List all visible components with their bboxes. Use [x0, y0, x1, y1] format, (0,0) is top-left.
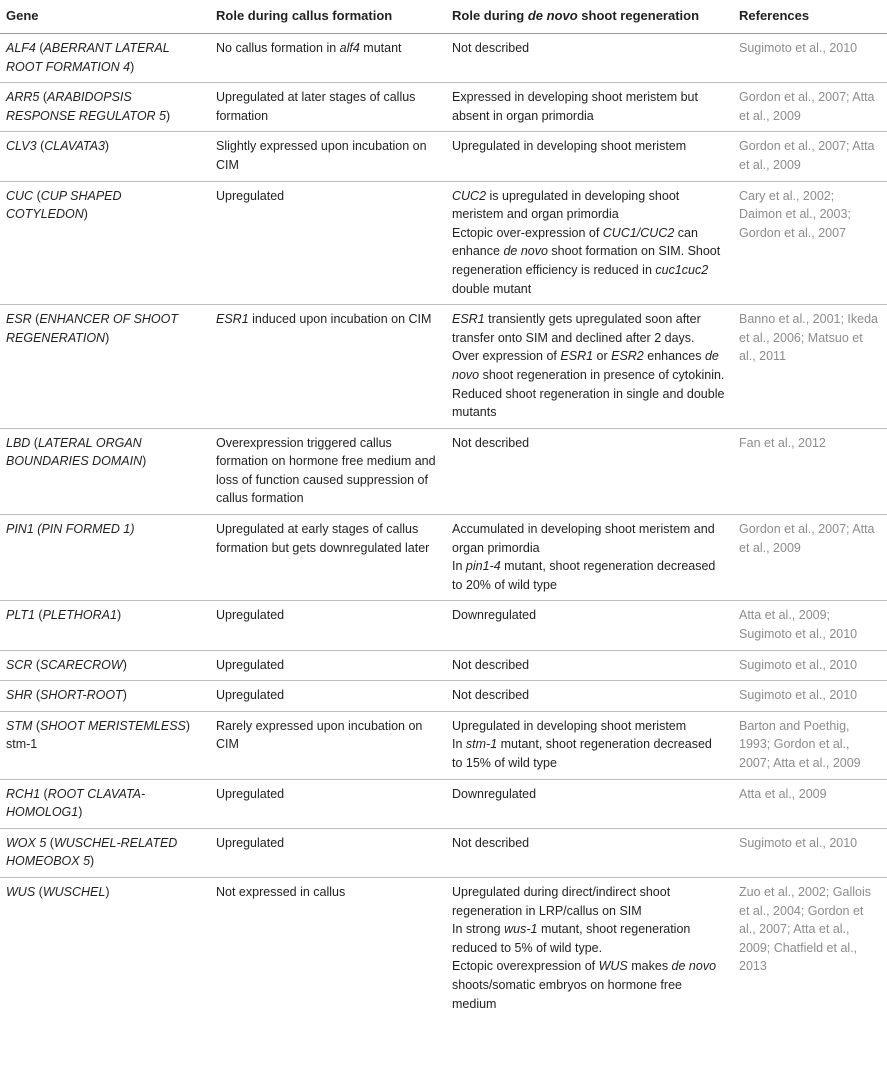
shoot-role-paragraph	[452, 224, 725, 298]
gene-cell	[0, 305, 210, 429]
callus-role-run: Rarely expressed upon incubation on CIM	[216, 718, 423, 752]
gene-cell	[0, 181, 210, 305]
callus-role-run: Upregulated	[216, 608, 285, 623]
gene-run: ROOT CLAVATA-HOMOLOG1	[6, 786, 146, 820]
gene-cell	[0, 779, 210, 828]
gene-run: CLV3	[6, 139, 37, 154]
gene-run: WUS	[6, 884, 36, 899]
shoot-role-run: Upregulated during direct/indirect shoot regeneration in LRP/callus on SIM	[452, 884, 671, 918]
gene-run: ENHANCER OF SHOOT REGENERATION	[6, 312, 179, 345]
gene-run: SHR	[6, 688, 33, 703]
shoot-role-run: de novo	[671, 959, 717, 974]
table-row	[0, 828, 887, 877]
header-shoot-role	[446, 0, 733, 34]
shoot-role-paragraph	[452, 434, 725, 453]
references-cell: Sugimoto et al., 2010	[733, 650, 887, 681]
shoot-role-paragraph	[452, 137, 725, 156]
shoot-role-run: WUS	[598, 959, 628, 974]
gene-run: )	[104, 139, 110, 154]
references-cell: Cary et al., 2002; Daimon et al., 2003; Gordon et al., 2007	[733, 181, 887, 305]
gene-run: )	[78, 805, 83, 820]
references-cell: Zuo et al., 2002; Gallois et al., 2004; Gordon et al., 2007; Atta et al., 2009; Chatfield et al., 2013	[739, 884, 872, 974]
references-cell: Sugimoto et al., 2010	[733, 681, 887, 712]
gene-run: (	[39, 90, 47, 105]
gene-run: PLETHORA1	[42, 608, 117, 623]
callus-role-cell	[210, 711, 446, 779]
table-body	[0, 34, 887, 1020]
callus-role-run: Upregulated	[216, 835, 285, 850]
callus-role-run: No callus formation in	[216, 41, 340, 55]
gene-run: )	[166, 108, 171, 123]
shoot-role-cell	[446, 601, 733, 650]
callus-role-paragraph	[216, 785, 438, 804]
shoot-role-run: In	[452, 737, 466, 752]
table-row	[0, 779, 887, 828]
references-cell: Sugimoto et al., 2010	[733, 828, 887, 877]
gene-run: )	[116, 608, 122, 623]
table-row	[0, 181, 887, 305]
gene-run: ABERRANT LATERAL ROOT FORMATION 4	[6, 41, 170, 74]
shoot-role-run: pin1-4	[465, 559, 501, 574]
shoot-role-cell	[446, 650, 733, 681]
gene-cell	[0, 83, 210, 132]
table-row	[0, 877, 887, 1019]
table-row	[0, 601, 887, 650]
table-row	[0, 305, 887, 429]
gene-cell	[0, 515, 210, 601]
gene-run: )	[90, 854, 95, 869]
shoot-role-paragraph	[452, 834, 725, 853]
gene-cell	[0, 428, 210, 514]
references-cell: Gordon et al., 2007; Atta et al., 2009	[733, 83, 887, 132]
shoot-role-cell	[446, 828, 733, 877]
gene-run: SHORT-ROOT	[40, 688, 123, 703]
gene-run: PLT1	[6, 608, 35, 623]
table-row	[0, 132, 887, 181]
gene-run: (	[32, 718, 41, 733]
gene-run: )	[105, 884, 110, 899]
references-cell: Banno et al., 2001; Ikeda et al., 2006; Matsuo et al., 2011	[733, 305, 887, 429]
gene-run: CUC	[6, 188, 34, 203]
callus-role-run: Upregulated	[216, 786, 285, 801]
shoot-role-cell	[446, 181, 733, 305]
callus-role-cell	[210, 83, 446, 132]
shoot-role-paragraph	[452, 883, 725, 920]
gene-run: (	[30, 435, 38, 450]
callus-role-paragraph	[216, 834, 438, 853]
shoot-role-paragraph	[452, 735, 725, 772]
callus-role-run: Upregulated at later stages of callus formation	[216, 90, 416, 123]
shoot-role-run: Upregulated in developing shoot meristem	[452, 718, 687, 733]
shoot-role-paragraph	[452, 88, 725, 125]
shoot-role-run: Not described	[452, 41, 530, 55]
gene-run: RCH1	[6, 786, 41, 801]
gene-run: (	[36, 139, 45, 154]
gene-run: (	[34, 608, 43, 623]
gene-run: SHOOT MERISTEMLESS	[40, 718, 186, 733]
table-row	[0, 650, 887, 681]
gene-run: WUSCHEL	[42, 884, 106, 899]
callus-role-run: Not expressed in callus	[216, 884, 346, 899]
gene-run: STM	[6, 718, 33, 733]
shoot-role-paragraph	[452, 920, 725, 957]
callus-role-cell	[210, 181, 446, 305]
table-row	[0, 34, 887, 83]
gene-run: )	[130, 59, 135, 74]
header-callus-role: Role during callus formation	[210, 0, 446, 34]
gene-run: (	[32, 657, 41, 672]
callus-role-run: Upregulated	[216, 688, 285, 703]
shoot-role-run: de novo	[452, 349, 719, 382]
callus-role-paragraph	[216, 520, 438, 557]
callus-role-run: Upregulated	[216, 657, 285, 672]
callus-role-cell	[210, 681, 446, 712]
header-references: References	[733, 0, 887, 34]
gene-cell	[0, 681, 210, 712]
shoot-role-run: double mutant	[452, 281, 532, 296]
callus-role-paragraph	[216, 310, 438, 329]
callus-role-cell	[210, 132, 446, 181]
shoot-role-run: Not described	[452, 835, 530, 850]
gene-run: (	[32, 688, 41, 703]
gene-run: ALF4	[6, 41, 36, 55]
shoot-role-cell	[446, 877, 733, 1019]
shoot-role-run: In	[452, 559, 466, 574]
shoot-role-run: stm-1	[465, 737, 498, 752]
callus-role-paragraph	[216, 883, 438, 902]
callus-role-run: Slightly expressed upon incubation on CIM	[216, 139, 427, 172]
shoot-role-paragraph	[452, 606, 725, 625]
shoot-role-run: In strong	[452, 922, 505, 937]
callus-role-paragraph	[216, 88, 438, 125]
gene-run: (	[35, 884, 43, 899]
gene-run: (	[33, 188, 41, 203]
header-shoot-role-text: Role during de novo shoot regeneration	[452, 8, 700, 23]
table-row	[0, 681, 887, 712]
shoot-role-run: Upregulated in developing shoot meristem	[452, 139, 687, 154]
gene-run: WUSCHEL-RELATED HOMEOBOX 5	[6, 835, 178, 869]
shoot-role-run: makes	[627, 959, 672, 974]
header-row	[0, 0, 887, 34]
callus-role-cell	[210, 428, 446, 514]
gene-cell	[0, 132, 210, 181]
gene-run: SCARECROW	[40, 657, 123, 672]
shoot-role-run: transiently gets upregulated soon after transfer onto SIM and declined after 2 days. Over expression of	[452, 312, 701, 364]
shoot-role-run: shoot formation on SIM. Shoot regeneration efficiency is reduced in	[452, 244, 721, 277]
shoot-role-cell	[446, 779, 733, 828]
callus-role-run: ESR1	[216, 312, 249, 327]
shoot-role-run: de novo	[503, 244, 548, 259]
callus-role-run: induced upon incubation on CIM	[248, 312, 432, 327]
callus-role-run: Overexpression triggered callus formation on hormone free medium and loss of function caused suppression of callus formation	[216, 435, 436, 506]
gene-run: LATERAL ORGAN BOUNDARIES DOMAIN	[6, 435, 143, 469]
callus-role-cell	[210, 305, 446, 429]
gene-cell	[0, 711, 210, 779]
references-cell: Sugimoto et al., 2010	[733, 34, 887, 83]
shoot-role-run: is upregulated in developing shoot meristem and organ primordia	[452, 188, 680, 222]
table-row	[0, 515, 887, 601]
gene-run: (	[35, 41, 44, 55]
shoot-role-paragraph	[452, 686, 725, 705]
callus-role-run: alf4	[339, 41, 360, 55]
shoot-role-paragraph	[452, 39, 725, 58]
callus-role-paragraph	[216, 137, 438, 174]
callus-role-paragraph	[216, 656, 438, 675]
shoot-role-run: or	[593, 349, 612, 364]
gene-run: )	[105, 330, 110, 345]
gene-run: )	[122, 688, 127, 703]
shoot-role-run: shoots/somatic embryos on hormone free medium	[452, 977, 682, 1011]
references-cell: Fan et al., 2012	[733, 428, 887, 514]
shoot-role-run: ESR2	[611, 349, 644, 364]
shoot-role-run: CUC2	[452, 188, 487, 203]
gene-cell	[0, 34, 210, 83]
shoot-role-paragraph	[452, 656, 725, 675]
table-row	[0, 428, 887, 514]
shoot-role-run: wus-1	[504, 922, 538, 937]
callus-role-cell	[210, 828, 446, 877]
shoot-role-cell	[446, 428, 733, 514]
gene-run: PIN1	[6, 522, 34, 537]
shoot-role-cell	[446, 681, 733, 712]
shoot-role-run: Ectopic overexpression of	[452, 959, 599, 974]
shoot-role-paragraph	[452, 957, 725, 1013]
gene-run: (	[46, 835, 54, 850]
shoot-role-run: Not described	[452, 435, 530, 450]
gene-run: )	[122, 657, 127, 672]
shoot-role-run: ESR1	[560, 349, 594, 364]
shoot-role-run: can enhance	[452, 225, 698, 259]
gene-run: ARABIDOPSIS RESPONSE REGULATOR 5	[6, 90, 166, 123]
references-cell: Barton and Poethig, 1993; Gordon et al., 2007; Atta et al., 2009	[733, 711, 887, 779]
shoot-role-paragraph	[452, 557, 725, 594]
shoot-role-cell	[446, 132, 733, 181]
shoot-role-run: mutant, shoot regeneration decreased to 20% of wild type	[452, 559, 716, 592]
references-cell: Gordon et al., 2007; Atta et al., 2009	[733, 515, 887, 601]
shoot-role-run: mutant, shoot regeneration decreased to 15% of wild type	[452, 737, 712, 770]
references-cell: Atta et al., 2009	[733, 779, 887, 828]
callus-role-paragraph	[216, 686, 438, 705]
callus-role-cell	[210, 779, 446, 828]
table-row	[0, 83, 887, 132]
shoot-role-cell	[446, 34, 733, 83]
shoot-role-cell	[446, 305, 733, 429]
gene-run: (	[31, 312, 40, 327]
header-gene: Gene	[0, 0, 210, 34]
shoot-role-run: cuc1cuc2	[655, 262, 709, 277]
callus-role-cell	[210, 34, 446, 83]
gene-run: ARR5	[6, 90, 40, 105]
gene-run: ) stm-1	[6, 718, 191, 752]
gene-run: CLAVATA3	[44, 139, 105, 154]
gene-run: LBD	[6, 435, 31, 450]
gene-run: )	[83, 207, 88, 222]
gene-run: ESR	[6, 312, 32, 327]
callus-role-cell	[210, 515, 446, 601]
shoot-role-run: Downregulated	[452, 608, 537, 623]
gene-run: WOX 5	[6, 835, 47, 850]
callus-role-cell	[210, 601, 446, 650]
callus-role-run: mutant	[359, 41, 402, 55]
callus-role-paragraph	[216, 39, 438, 58]
references-cell: Atta et al., 2009; Sugimoto et al., 2010	[733, 601, 887, 650]
gene-run: (	[40, 786, 48, 801]
shoot-role-paragraph	[452, 310, 725, 422]
gene-cell	[0, 877, 210, 1019]
shoot-role-run: shoot regeneration in presence of cytokinin. Reduced shoot regeneration in single and double mutants	[452, 367, 725, 420]
shoot-role-paragraph	[452, 187, 725, 224]
shoot-role-run: Downregulated	[452, 786, 537, 801]
gene-cell	[0, 650, 210, 681]
table-row	[0, 711, 887, 779]
callus-role-paragraph	[216, 187, 438, 206]
shoot-role-cell	[446, 83, 733, 132]
callus-role-paragraph	[216, 606, 438, 625]
callus-role-run: Upregulated at early stages of callus formation but gets downregulated later	[216, 522, 430, 555]
shoot-role-run: ESR1	[452, 312, 485, 327]
gene-run: (PIN FORMED 1)	[37, 522, 135, 537]
callus-role-cell	[210, 650, 446, 681]
shoot-role-cell	[446, 711, 733, 779]
shoot-role-run: mutant, shoot regeneration reduced to 5% of wild type.	[452, 922, 691, 955]
callus-role-paragraph	[216, 434, 438, 508]
shoot-role-paragraph	[452, 520, 725, 557]
shoot-role-run: Not described	[452, 688, 530, 703]
gene-run: SCR	[6, 657, 33, 672]
gene-run: )	[142, 454, 147, 469]
shoot-role-run: Not described	[452, 657, 530, 672]
shoot-role-cell	[446, 515, 733, 601]
shoot-role-paragraph	[452, 785, 725, 804]
shoot-role-run: Expressed in developing shoot meristem but absent in organ primordia	[452, 90, 698, 123]
callus-role-run: Upregulated	[216, 188, 285, 203]
gene-cell	[0, 601, 210, 650]
shoot-role-run: Ectopic over-expression of	[452, 225, 603, 240]
shoot-role-run: CUC1/CUC2	[602, 225, 675, 240]
shoot-role-run: enhances	[643, 349, 705, 364]
gene-run: CUP SHAPED COTYLEDON	[6, 188, 122, 222]
callus-role-paragraph	[216, 717, 438, 754]
gene-cell	[0, 828, 210, 877]
shoot-role-run: Accumulated in developing shoot meristem and organ primordia	[452, 522, 715, 555]
callus-role-cell	[210, 877, 446, 1019]
references-cell: Gordon et al., 2007; Atta et al., 2009	[733, 132, 887, 181]
shoot-role-paragraph	[452, 717, 725, 736]
